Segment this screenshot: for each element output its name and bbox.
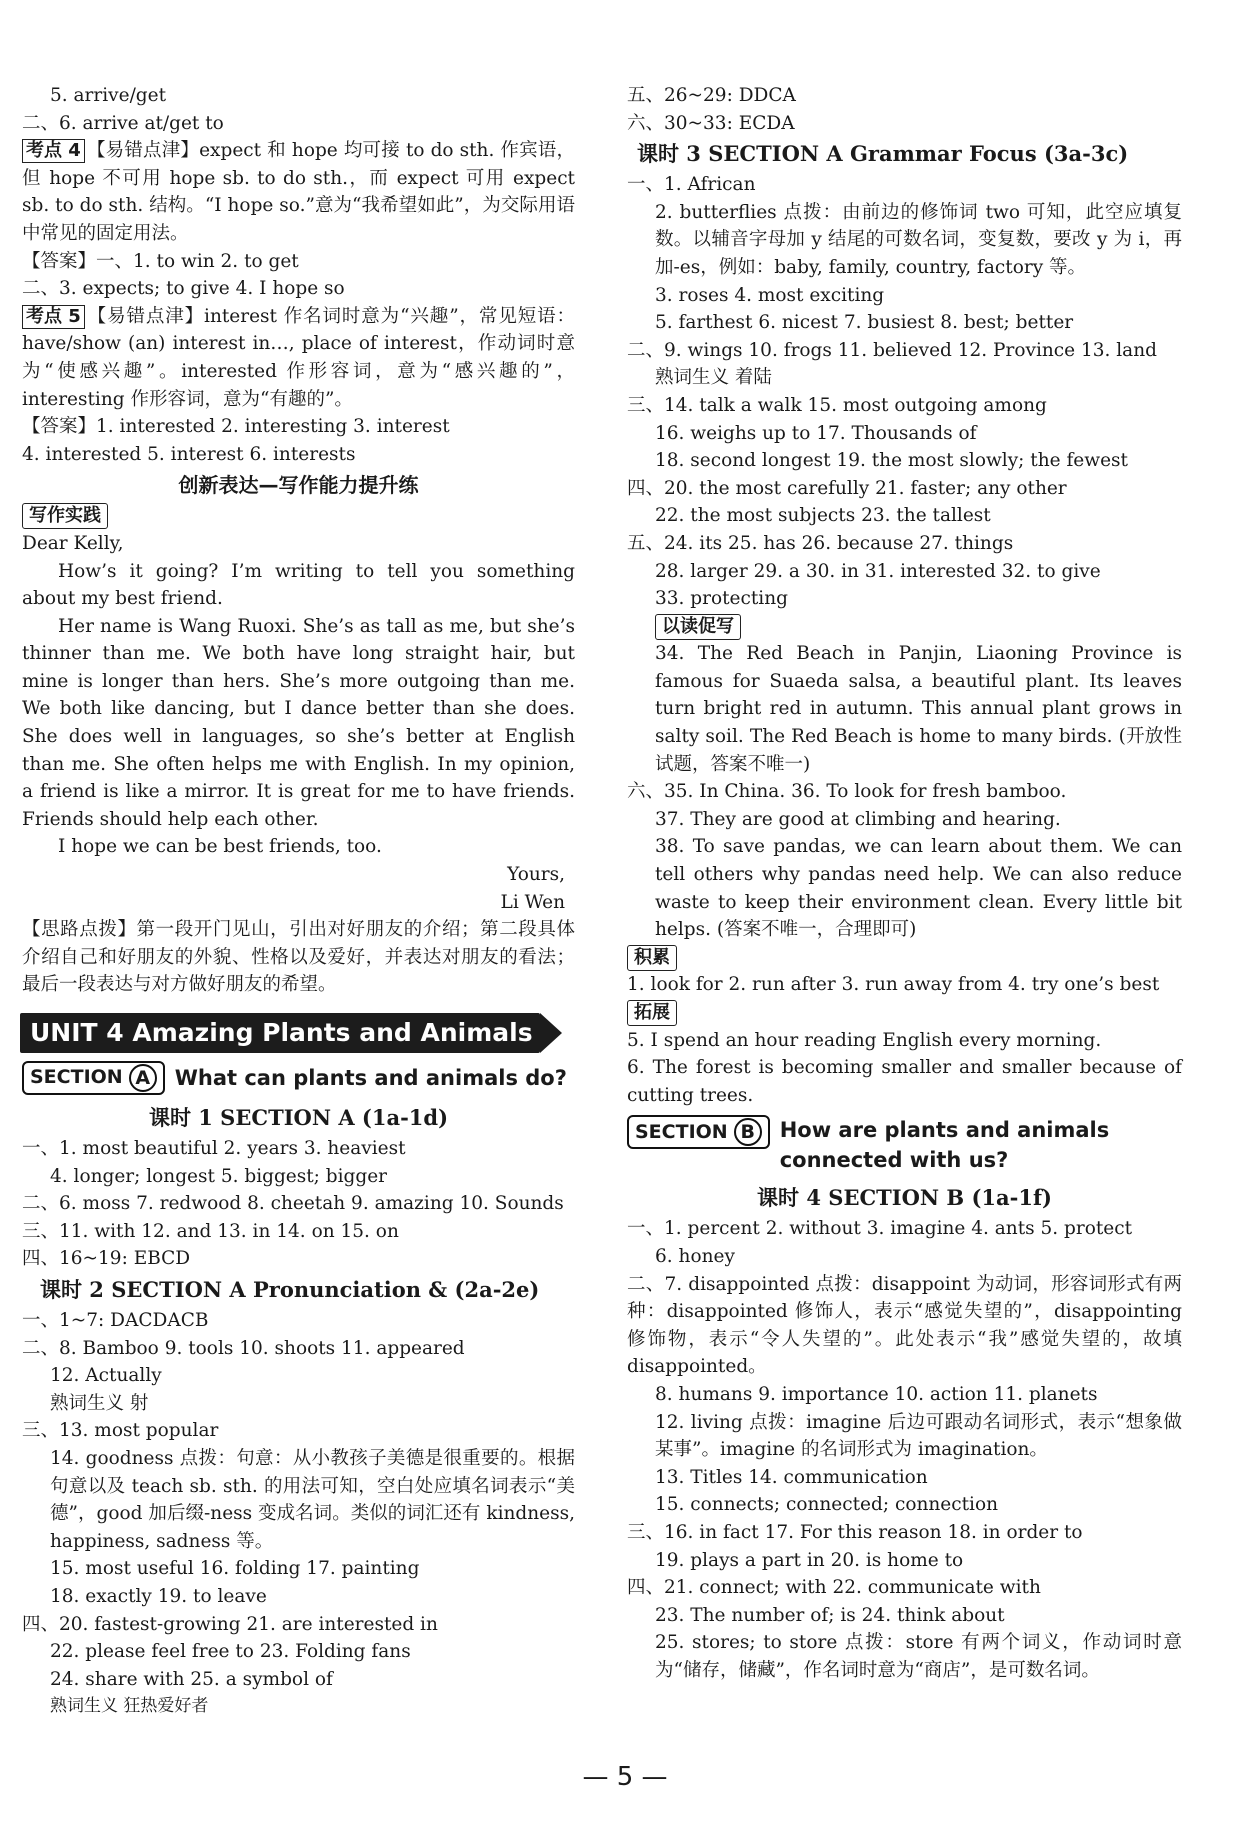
section-title: How are plants and animals connected with us? xyxy=(779,1118,1110,1173)
section-letter: B xyxy=(734,1118,762,1146)
answer-line: 28. larger 29. a 30. in 31. interested 32. to give xyxy=(655,560,1101,582)
exam-point-text: 【易错点津】expect 和 hope 均可接 to do sth. 作宾语，但 hope 不可用 hope sb. to do sth.，而 expect 可用 expect sb. to do sth. 结构。“I hope so.”意为“我希望如此”，为交际用语中常见的固定用法。 xyxy=(22,140,575,244)
answer-line: 1. look for 2. run after 3. run away from 4. try one’s best xyxy=(627,974,1160,996)
answer-line: 18. second longest 19. the most slowly; the fewest xyxy=(655,450,1128,472)
answer-note: 25. stores; to store 点拨：store 有两个词义，作动词时意为“储存，储藏”，作名词时意为“商店”，是可数名词。 xyxy=(655,1632,1182,1681)
answer-line: 12. Actually xyxy=(50,1365,162,1387)
answer-line: 五、26~29: DDCA xyxy=(627,85,796,106)
answer-line: 8. humans 9. importance 10. action 11. planets xyxy=(655,1383,1098,1405)
answer-line: 13. Titles 14. communication xyxy=(655,1466,928,1488)
answer-line: 5. I spend an hour reading English every morning. xyxy=(627,1029,1102,1051)
section-header-a xyxy=(22,1061,575,1095)
exam-point-text: 【易错点津】interest 作名词时意为“兴趣”，常见短语：have/show (an) interest in…, place of interest，作动词时意为“使感兴趣”。interested 作形容词，意为“感兴趣的”，interesting 作形容词，意为“有趣的”。 xyxy=(22,305,575,410)
accumulate-box: 积累 xyxy=(627,945,677,971)
right-column xyxy=(627,82,1182,1684)
unit-banner: UNIT 4 Amazing Plants and Animals xyxy=(20,1013,540,1053)
answer-line: 16. weighs up to 17. Thousands of xyxy=(655,422,977,444)
answer-line: 三、14. talk a walk 15. most outgoing among xyxy=(627,394,1047,416)
answer-line: 二、8. Bamboo 9. tools 10. shoots 11. appeared xyxy=(22,1337,465,1359)
word-meaning: 熟词生义 着陆 xyxy=(655,367,772,389)
answer-line: 二、6. moss 7. redwood 8. cheetah 9. amazing 10. Sounds xyxy=(22,1193,564,1215)
left-column xyxy=(22,82,575,1721)
answer-line: 15. connects; connected; connection xyxy=(655,1494,998,1516)
answer-note: 38. To save pandas, we can learn about them. We can tell others why pandas need help. We can also reduce waste to keep their environment clean. Every little bit helps. (答案不唯一，合理即可) xyxy=(655,836,1182,941)
answer-line: 4. interested 5. interest 6. interests xyxy=(22,443,356,465)
section-badge: SECTION A xyxy=(22,1061,165,1095)
answer-line: 22. please feel free to 23. Folding fans xyxy=(50,1641,411,1663)
letter-paragraph: I hope we can be best friends, too. xyxy=(58,836,382,858)
lesson-heading: 课时 1 SECTION A (1a-1d) xyxy=(148,1105,449,1130)
answer-line: 六、30~33: ECDA xyxy=(627,112,795,134)
answer-line: 3. roses 4. most exciting xyxy=(655,284,885,306)
answer-line: 23. The number of; is 24. think about xyxy=(655,1604,1005,1626)
word-meaning: 熟词生义 狂热爱好者 xyxy=(50,1696,209,1717)
answer-line: 37. They are good at climbing and hearing. xyxy=(655,808,1061,830)
section-header-b xyxy=(627,1115,1182,1175)
answer-note: 34. The Red Beach in Panjin, Liaoning Province is famous for Suaeda salsa, a beautiful plant. Its leaves turn bright red in autumn. This annual plant grows in salty soil. The Red Beach is home to many birds. (开放性试题，答案不唯一) xyxy=(655,643,1182,775)
answer-line: 四、21. connect; with 22. communicate with xyxy=(627,1577,1041,1599)
answer-line: 15. most useful 16. folding 17. painting xyxy=(50,1558,420,1580)
answer-line: 三、16. in fact 17. For this reason 18. in order to xyxy=(627,1521,1083,1543)
letter-paragraph: How’s it going? I’m writing to tell you something about my best friend. xyxy=(22,560,575,610)
page-number: — 5 — xyxy=(582,1762,668,1792)
answer-line: 五、24. its 25. has 26. because 27. things xyxy=(627,532,1014,554)
writing-practice-box: 写作实践 xyxy=(22,503,108,529)
answer-line: 一、1. percent 2. without 3. imagine 4. ants 5. protect xyxy=(627,1218,1133,1240)
answer-line: 六、35. In China. 36. To look for fresh bamboo. xyxy=(627,781,1067,803)
answer-line: 四、20. fastest-growing 21. are interested in xyxy=(22,1613,438,1635)
answer-line: 33. protecting xyxy=(655,588,788,610)
section-badge: SECTION B xyxy=(627,1115,770,1149)
lesson-heading: 课时 4 SECTION B (1a-1f) xyxy=(757,1185,1052,1211)
answer-line: 一、1. most beautiful 2. years 3. heaviest xyxy=(22,1138,406,1159)
word-meaning: 熟词生义 射 xyxy=(50,1392,149,1414)
answer-line: 【答案】1. interested 2. interesting 3. interest xyxy=(22,416,450,438)
answer-line: 一、1. African xyxy=(627,174,756,196)
lesson-heading: 课时 2 SECTION A Pronunciation & (2a-2e) xyxy=(40,1276,540,1302)
exam-point-box: 考点 5 xyxy=(22,305,85,329)
exam-point-4 xyxy=(22,137,575,247)
letter-greeting: Dear Kelly, xyxy=(22,532,124,554)
answer-line: 二、6. arrive at/get to xyxy=(22,112,224,134)
answer-line: 18. exactly 19. to leave xyxy=(50,1585,267,1607)
writing-tips: 【思路点拨】第一段开门见山，引出对好朋友的介绍；第二段具体介绍自己和好朋友的外貌、性格以及爱好，并表达对朋友的看法；最后一段表达与对方做好朋友的希望。 xyxy=(22,919,575,996)
answer-line: 22. the most subjects 23. the tallest xyxy=(655,505,991,527)
letter-paragraph: Her name is Wang Ruoxi. She’s as tall as me, but she’s thinner than me. We both have long straight hair, but mine is longer than hers. She’s more outgoing than me. We both like dancing, but I dance better than she does. She does well in languages, so she’s better at English than me. She often helps me with English. In my opinion, a friend is like a mirror. It is great for me to have friends. Friends should help each other. xyxy=(22,615,575,830)
answer-line: 4. longer; longest 5. biggest; bigger xyxy=(50,1165,388,1187)
answer-line: 三、13. most popular xyxy=(22,1420,219,1442)
answer-line: 【答案】一、1. to win 2. to get xyxy=(22,250,299,272)
answer-note: 2. butterflies 点拨：由前边的修饰词 two 可知，此空应填复数。以辅音字母加 y 结尾的可数名词，变复数，要改 y 为 i，再加-es，例如：baby, family, country, factory 等。 xyxy=(655,201,1182,278)
answer-line: 6. honey xyxy=(655,1245,735,1267)
lesson-heading: 课时 3 SECTION A Grammar Focus (3a-3c) xyxy=(637,141,1129,167)
section-letter: A xyxy=(129,1064,157,1092)
answer-note: 12. living 点拨：imagine 后边可跟动名词形式，表示“想象做某事”。imagine 的名词形式为 imagination。 xyxy=(655,1411,1182,1461)
answer-line: 19. plays a part in 20. is home to xyxy=(655,1549,964,1571)
answer-line: 二、3. expects; to give 4. I hope so xyxy=(22,278,345,300)
answer-line: 5. arrive/get xyxy=(50,85,167,106)
section-title: What can plants and animals do? xyxy=(174,1066,567,1090)
answer-line: 四、20. the most carefully 21. faster; any other xyxy=(627,477,1067,499)
answer-line: 24. share with 25. a symbol of xyxy=(50,1668,333,1690)
answer-note: 二、7. disappointed 点拨：disappoint 为动词，形容词形式有两种：disappointed 修饰人，表示“感觉失望的”，disappointing 修饰物，表示“令人失望的”。此处表示“我”感觉失望的，故填 disappointed。 xyxy=(627,1273,1182,1378)
exam-point-box: 考点 4 xyxy=(22,139,85,163)
answer-line: 一、1~7: DACDACB xyxy=(22,1309,209,1331)
answer-note: 14. goodness 点拨：句意：从小教孩子美德是很重要的。根据句意以及 teach sb. sth. 的用法可知，空白处应填名词表示“美德”，good 加后缀-ness 变成名词。类似的词汇还有 kindness, happiness, sadness 等。 xyxy=(50,1447,575,1552)
answer-line: 二、9. wings 10. frogs 11. believed 12. Province 13. land xyxy=(627,339,1157,361)
answer-line: 6. The forest is becoming smaller and smaller because of cutting trees. xyxy=(627,1057,1182,1106)
answer-line: 三、11. with 12. and 13. in 14. on 15. on xyxy=(22,1220,399,1242)
exam-point-5 xyxy=(22,303,575,413)
read-to-write-box: 以读促写 xyxy=(655,614,741,640)
letter-signature: Li Wen xyxy=(500,891,565,913)
letter-closing: Yours, xyxy=(507,864,565,886)
answer-line: 5. farthest 6. nicest 7. busiest 8. best; better xyxy=(655,312,1074,334)
writing-heading: 创新表达—写作能力提升练 xyxy=(178,473,419,498)
answer-line: 四、16~19: EBCD xyxy=(22,1248,191,1270)
expand-box: 拓展 xyxy=(627,1000,677,1026)
